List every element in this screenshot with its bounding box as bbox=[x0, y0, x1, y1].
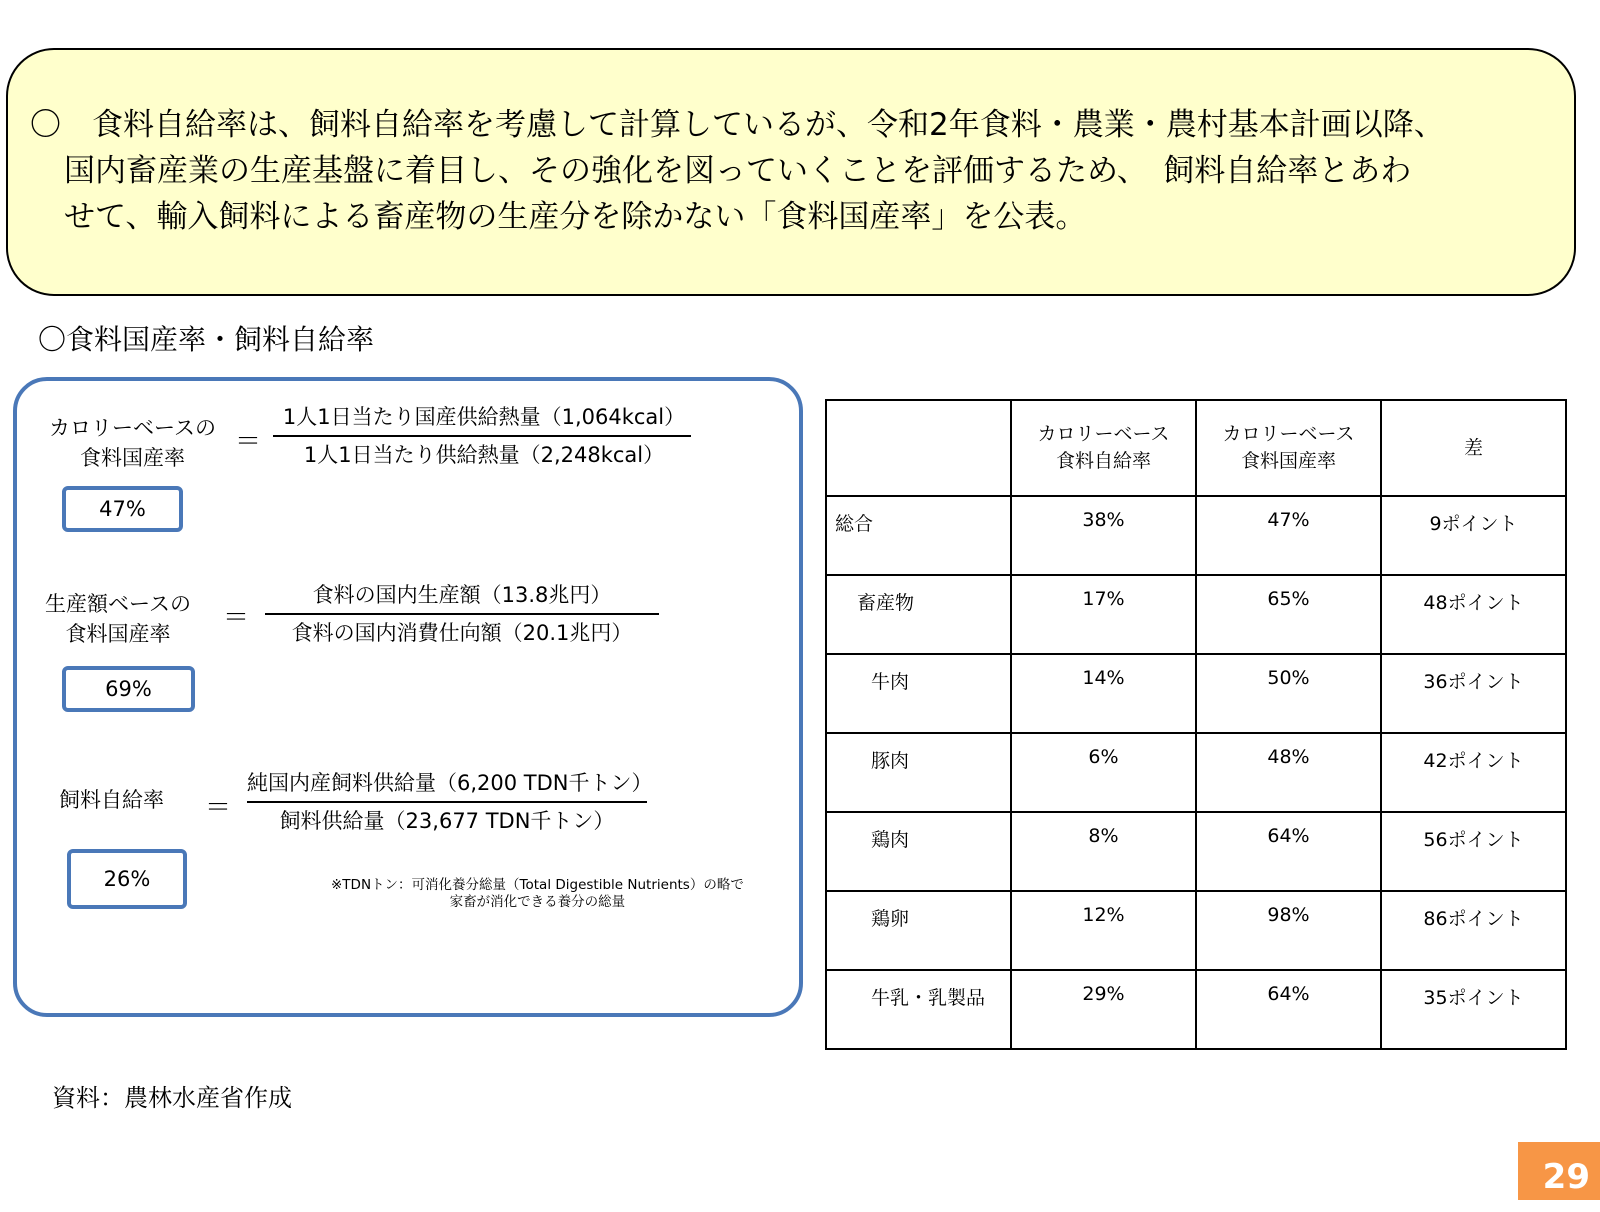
formula-name-line: 生産額ベースの bbox=[45, 592, 191, 616]
domestic-production-cell: 65% bbox=[1196, 575, 1381, 654]
row-category-cell: 総合 bbox=[826, 496, 1011, 575]
self-sufficiency-cell: 38% bbox=[1011, 496, 1196, 575]
formula-name bbox=[45, 589, 191, 649]
column-header-self-sufficiency bbox=[1011, 400, 1196, 496]
formula-name-line: 食料国産率 bbox=[65, 622, 171, 646]
row-category-cell: 鶏肉 bbox=[826, 812, 1011, 891]
difference-cell: 35ポイント bbox=[1381, 970, 1566, 1049]
summary-line: 国内畜産業の生産基盤に着目し、その強化を図っていくことを評価するため、 飼料自給率とあわ bbox=[64, 153, 1412, 189]
domestic-production-cell: 64% bbox=[1196, 812, 1381, 891]
formula-name bbox=[49, 413, 216, 473]
formula-name-line: 食料国産率 bbox=[79, 446, 185, 470]
formula-name-line: 飼料自給率 bbox=[59, 788, 164, 812]
table-row bbox=[826, 575, 1566, 654]
header-line: カロリーベース bbox=[1222, 423, 1355, 445]
result-badge: 26% bbox=[67, 849, 187, 909]
fraction-bar bbox=[273, 435, 691, 437]
equals-sign: ＝ bbox=[235, 427, 262, 457]
table-header-row bbox=[826, 400, 1566, 496]
column-header-category bbox=[826, 400, 1011, 496]
row-category-cell: 豚肉 bbox=[826, 733, 1011, 812]
domestic-production-cell: 47% bbox=[1196, 496, 1381, 575]
table-row bbox=[826, 733, 1566, 812]
table-row bbox=[826, 496, 1566, 575]
self-sufficiency-cell: 14% bbox=[1011, 654, 1196, 733]
column-header-domestic-production bbox=[1196, 400, 1381, 496]
difference-cell: 48ポイント bbox=[1381, 575, 1566, 654]
row-category-cell: 鶏卵 bbox=[826, 891, 1011, 970]
difference-cell: 9ポイント bbox=[1381, 496, 1566, 575]
formula-denominator: 1人1日当たり供給熱量（2,248kcal） bbox=[303, 443, 665, 467]
table-row bbox=[826, 812, 1566, 891]
self-sufficiency-cell: 6% bbox=[1011, 733, 1196, 812]
header-line: 食料自給率 bbox=[1055, 450, 1151, 472]
tdn-footnote-line: 家畜が消化できる養分の総量 bbox=[449, 894, 626, 910]
difference-cell: 36ポイント bbox=[1381, 654, 1566, 733]
formula-numerator: 食料の国内生産額（13.8兆円） bbox=[312, 583, 612, 607]
formula-name bbox=[59, 785, 164, 815]
row-category-cell: 畜産物 bbox=[826, 575, 1011, 654]
formula-denominator: 食料の国内消費仕向額（20.1兆円） bbox=[291, 621, 633, 645]
self-sufficiency-cell: 12% bbox=[1011, 891, 1196, 970]
header-line: 差 bbox=[1463, 436, 1483, 459]
formula-numerator: 純国内産飼料供給量（6,200 TDN千トン） bbox=[247, 771, 653, 795]
fraction-bar bbox=[265, 613, 659, 615]
tdn-footnote-line: ※TDNトン：可消化養分総量（Total Digestible Nutrients）の略で bbox=[331, 877, 744, 893]
summary-line: 〇 食料自給率は、飼料自給率を考慮して計算しているが、令和2年食料・農業・農村基本計画以降、 bbox=[30, 107, 1445, 143]
domestic-production-cell: 64% bbox=[1196, 970, 1381, 1049]
result-badge: 47% bbox=[62, 486, 183, 532]
table-body bbox=[826, 496, 1566, 1049]
header-line: カロリーベース bbox=[1037, 423, 1170, 445]
fraction-bar bbox=[247, 801, 647, 803]
difference-cell: 86ポイント bbox=[1381, 891, 1566, 970]
equals-sign: ＝ bbox=[205, 793, 232, 823]
self-sufficiency-cell: 8% bbox=[1011, 812, 1196, 891]
column-header-difference bbox=[1381, 400, 1566, 496]
source-note: 資料：農林水産省作成 bbox=[52, 1084, 292, 1112]
domestic-production-cell: 98% bbox=[1196, 891, 1381, 970]
formula-denominator: 飼料供給量（23,677 TDN千トン） bbox=[279, 809, 615, 833]
summary-line: せて、輸入飼料による畜産物の生産分を除かない「食料国産率」を公表。 bbox=[64, 199, 1087, 235]
formula-panel bbox=[13, 377, 803, 1017]
rate-comparison-table bbox=[825, 399, 1567, 1050]
section-heading: 〇食料国産率・飼料自給率 bbox=[38, 323, 375, 356]
domestic-production-cell: 50% bbox=[1196, 654, 1381, 733]
result-badge: 69% bbox=[62, 666, 195, 712]
header-line: 食料国産率 bbox=[1240, 450, 1336, 472]
row-category-cell: 牛肉 bbox=[826, 654, 1011, 733]
tdn-footnote bbox=[331, 877, 744, 911]
row-category-cell: 牛乳・乳製品 bbox=[826, 970, 1011, 1049]
table-row bbox=[826, 891, 1566, 970]
self-sufficiency-cell: 17% bbox=[1011, 575, 1196, 654]
page-number: 29 bbox=[1518, 1142, 1600, 1200]
formula-numerator: 1人1日当たり国産供給熱量（1,064kcal） bbox=[282, 405, 686, 429]
table-row bbox=[826, 654, 1566, 733]
difference-cell: 56ポイント bbox=[1381, 812, 1566, 891]
table-row bbox=[826, 970, 1566, 1049]
difference-cell: 42ポイント bbox=[1381, 733, 1566, 812]
domestic-production-cell: 48% bbox=[1196, 733, 1381, 812]
self-sufficiency-cell: 29% bbox=[1011, 970, 1196, 1049]
summary-box bbox=[6, 48, 1576, 296]
formula-name-line: カロリーベースの bbox=[49, 416, 216, 440]
equals-sign: ＝ bbox=[223, 603, 250, 633]
